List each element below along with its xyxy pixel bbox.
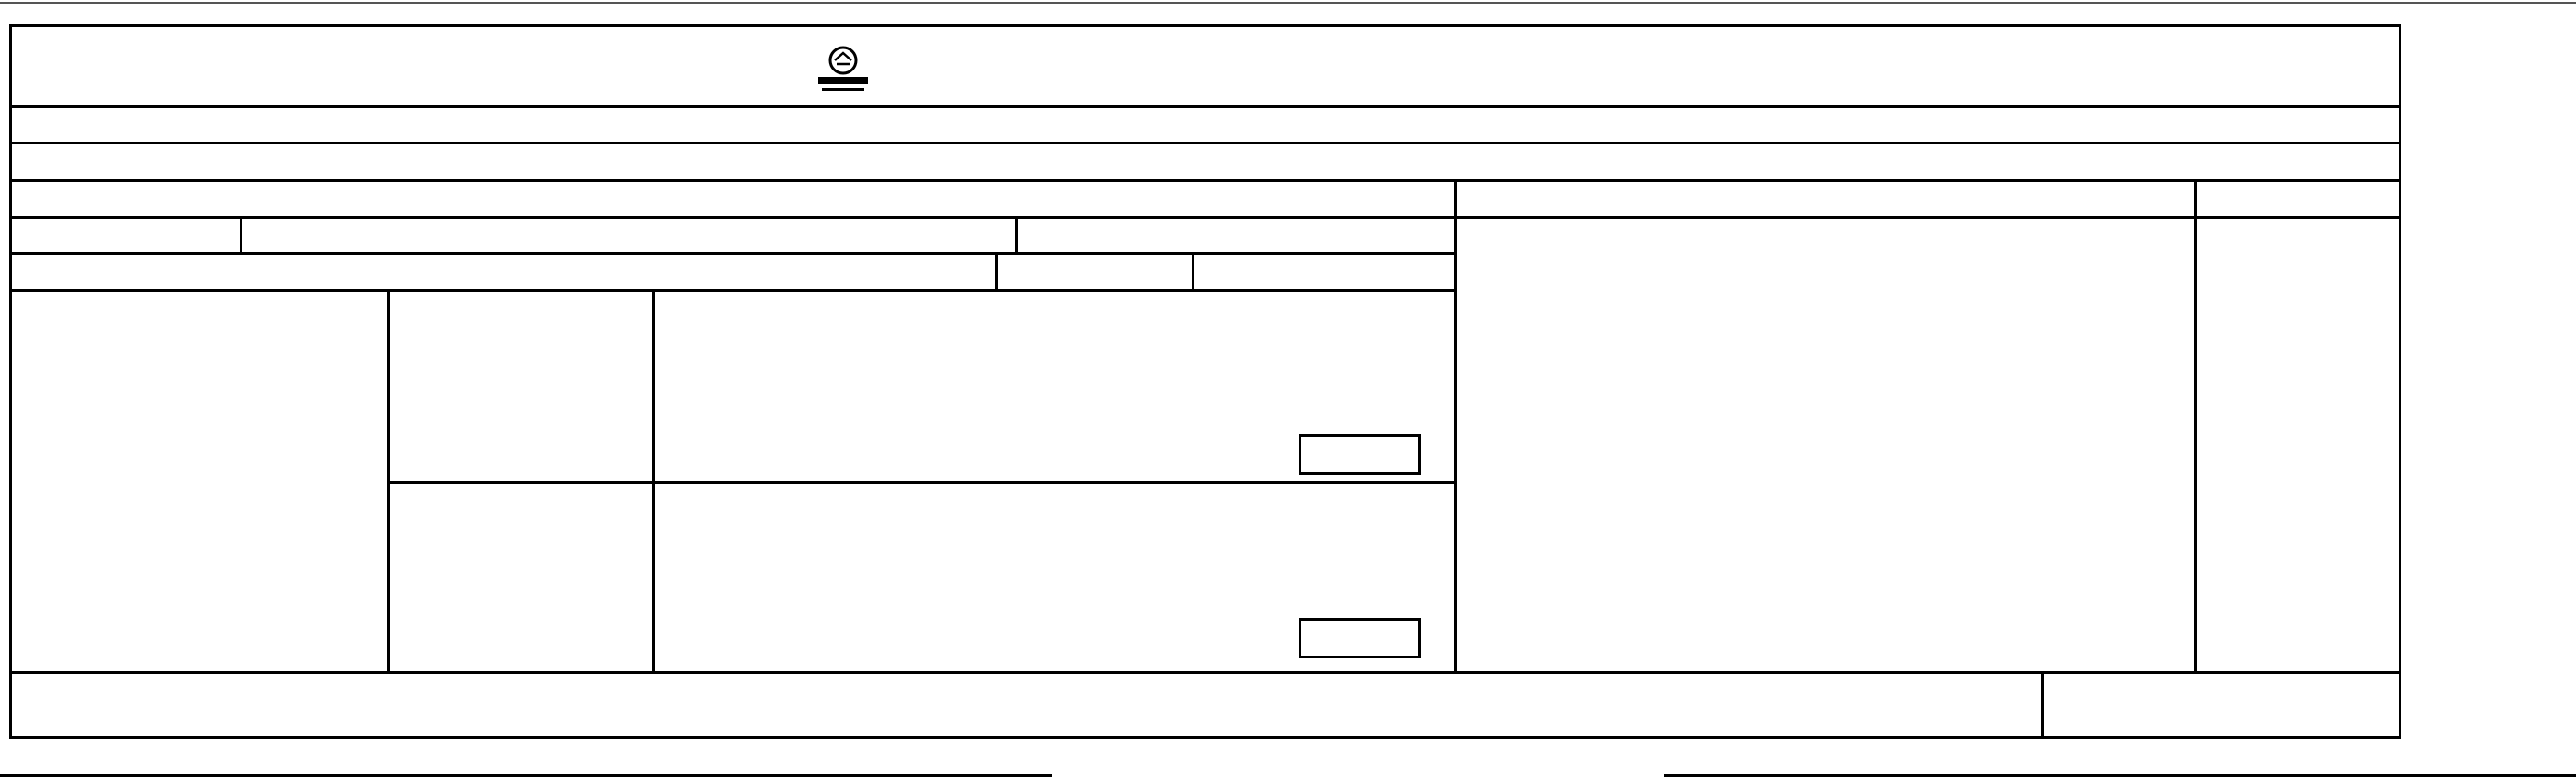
first-visit-time-box[interactable] (1299, 434, 1421, 475)
barcode (1492, 37, 2146, 99)
observaciones-left-border (2194, 179, 2197, 671)
nombre-rule (9, 142, 2401, 144)
id-divider (995, 252, 998, 289)
certipostal-logo-icon (817, 44, 870, 97)
bottom-rule-right (1664, 774, 2576, 777)
placa-rule (9, 252, 1457, 255)
admision-divider (1015, 216, 1018, 252)
visits-rule (387, 481, 1457, 484)
firma-left-border (1454, 179, 1457, 671)
placa-divider (240, 216, 242, 252)
top-rule (0, 2, 2576, 4)
tipo-rule (9, 216, 2401, 219)
header-rule (9, 105, 2401, 108)
month-day-divider (652, 289, 655, 671)
tel-divider (1192, 252, 1194, 289)
second-visit-time-box[interactable] (1299, 618, 1421, 658)
bottom-rule-left (0, 774, 1052, 777)
status-visits-divider (387, 289, 390, 671)
form-frame (9, 24, 2401, 739)
ciudad-rule (9, 289, 1457, 292)
direccion-rule (9, 179, 2401, 182)
footer-guia-divider (2041, 671, 2044, 739)
